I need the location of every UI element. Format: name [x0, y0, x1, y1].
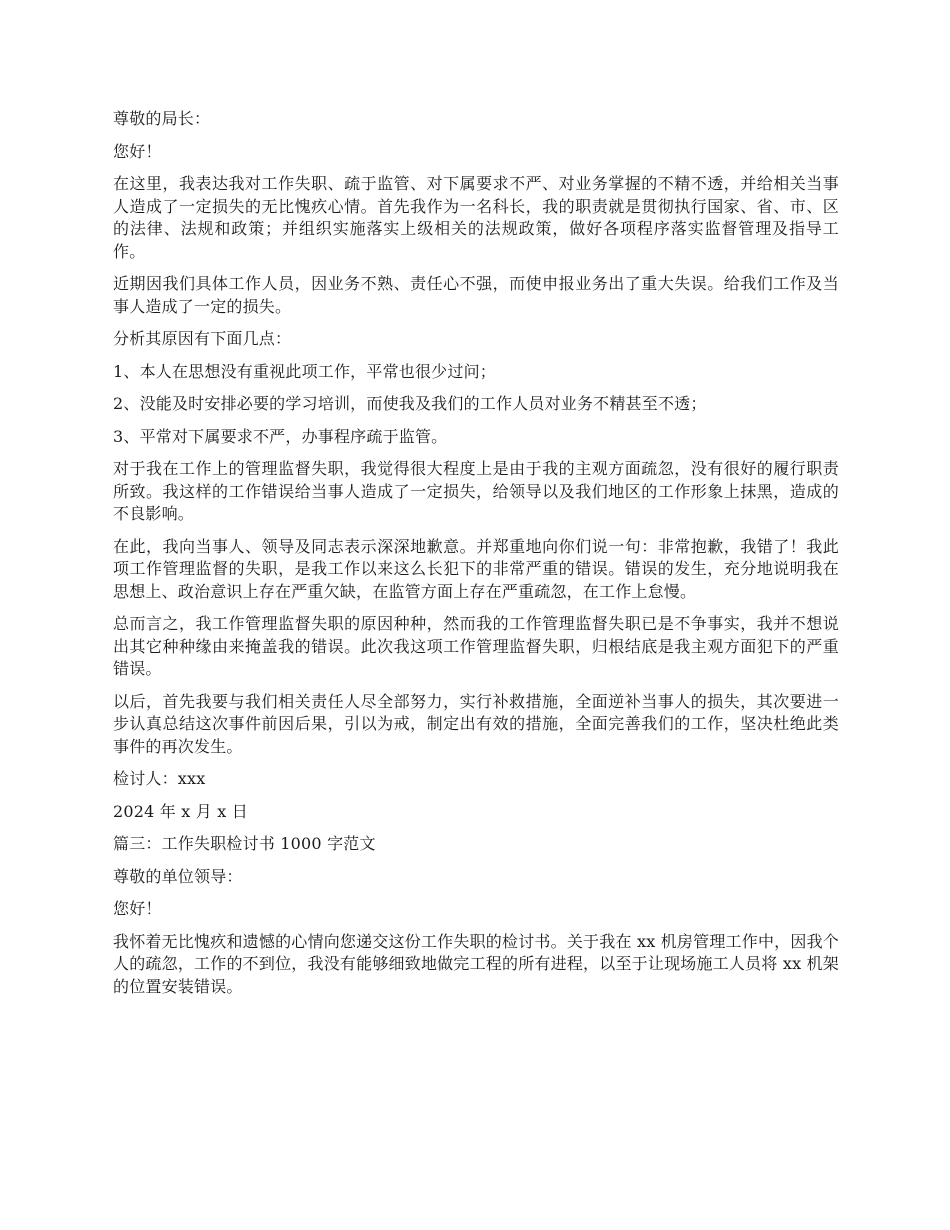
section-heading: 篇三：工作失职检讨书 1000 字范文 — [113, 834, 376, 853]
list-item: 1、本人在思想没有重视此项工作，平常也很少过问； — [113, 361, 496, 381]
body-paragraph: 在此，我向当事人、领导及同志表示深深地歉意。并郑重地向你们说一句：非常抱歉，我错了！我此项工作管理监督的失职，是我工作以来这么长犯下的非常严重的错误。错误的发生，充分地说明我在思想上、政治意识上存在严重欠缺，在监管方面上存在严重疏忽，在工作上怠慢。 — [113, 536, 839, 601]
document-body — [113, 108, 839, 1008]
salutation: 尊敬的单位领导： — [113, 866, 243, 886]
date: 2024 年 x 月 x 日 — [113, 801, 248, 821]
list-item: 2、没能及时安排必要的学习培训，而使我及我们的工作人员对业务不精甚至不透； — [113, 394, 707, 413]
body-paragraph: 近期因我们具体工作人员，因业务不熟、责任心不强，而使申报业务出了重大失误。给我们工作及当事人造成了一定的损失。 — [113, 274, 839, 316]
greeting: 您好！ — [113, 141, 162, 161]
body-paragraph: 以后，首先我要与我们相关责任人尽全部努力，实行补救措施，全面逆补当事人的损失，其次要进一步认真总结这次事件前因后果，引以为戒，制定出有效的措施，全面完善我们的工作，坚决杜绝此类事件的再次发生。 — [113, 691, 839, 756]
salutation: 尊敬的局长： — [113, 109, 211, 128]
body-paragraph: 分析其原因有下面几点： — [113, 329, 292, 348]
signature: 检讨人：xxx — [113, 769, 206, 788]
body-paragraph: 在这里，我表达我对工作失职、疏于监管、对下属要求不严、对业务掌握的不精不透，并给相关当事人造成了一定损失的无比愧疚心情。首先我作为一名科长，我的职责就是贯彻执行国家、省、市、区的法律、法规和政策；并组织实施落实上级相关的法规政策，做好各项程序落实监督管理及指导工作。 — [113, 174, 839, 261]
body-paragraph: 总而言之，我工作管理监督失职的原因种种，然而我的工作管理监督失职已是不争事实，我并不想说出其它种种缘由来掩盖我的错误。此次我这项工作管理监督失职，归根结底是我主观方面犯下的严重错误。 — [113, 614, 839, 678]
body-paragraph: 我怀着无比愧疚和遗憾的心情向您递交这份工作失职的检讨书。关于我在 xx 机房管理工作中，因我个人的疏忽，工作的不到位，我没有能够细致地做完工程的所有进程，以至于让现场施工人员将 xx 机架的位置安装错误。 — [113, 931, 839, 996]
body-paragraph: 对于我在工作上的管理监督失职，我觉得很大程度上是由于我的主观方面疏忽，没有很好的履行职责所致。我这样的工作错误给当事人造成了一定损失，给领导以及我们地区的工作形象上抹黑，造成的不良影响。 — [113, 459, 839, 523]
greeting: 您好！ — [113, 899, 162, 918]
list-item: 3、平常对下属要求不严，办事程序疏于监管。 — [113, 426, 448, 446]
